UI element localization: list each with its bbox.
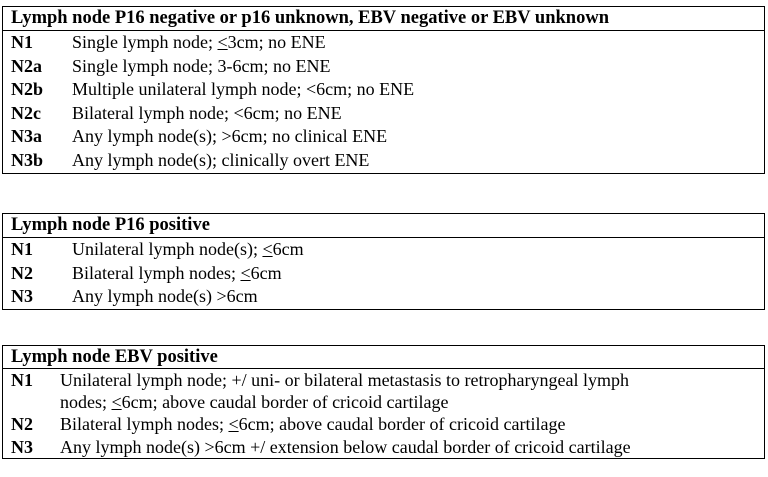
table-row (3, 413, 764, 435)
stage-description: Bilateral lymph node; <6cm; no ENE (72, 102, 342, 123)
table-title: Lymph node P16 positive (3, 214, 764, 238)
table-ebv-positive (2, 345, 765, 459)
stage-code: N3 (11, 286, 33, 307)
stage-description: Unilateral lymph node; +/ uni- or bilateral metastasis to retropharyngeal lymph nodes; <6cm; above caudal border of cricoid cartilage (60, 370, 629, 413)
table-row (3, 102, 764, 126)
table-row (3, 78, 764, 102)
stage-code: N3 (11, 436, 33, 457)
stage-code: N2 (11, 414, 33, 435)
table-p16-negative (2, 6, 765, 174)
stage-description: Any lymph node(s); >6cm; no clinical ENE (72, 126, 388, 147)
stage-code: N1 (11, 239, 33, 259)
table-row (3, 285, 764, 309)
stage-code: N1 (11, 370, 33, 390)
stage-description: Unilateral lymph node(s); <6cm (72, 239, 304, 259)
stage-code: N2c (11, 102, 41, 123)
table-title: Lymph node P16 negative or p16 unknown, EBV negative or EBV unknown (3, 7, 764, 31)
stage-description: Multiple unilateral lymph node; <6cm; no ENE (72, 79, 415, 100)
stage-description: Any lymph node(s); clinically overt ENE (72, 149, 370, 170)
stage-code: N2 (11, 262, 33, 283)
table-row (3, 262, 764, 286)
table-row (3, 436, 764, 458)
table-row (3, 31, 764, 55)
table-title: Lymph node EBV positive (3, 346, 764, 369)
table-row (3, 149, 764, 173)
stage-code: N2a (11, 55, 42, 76)
stage-code: N1 (11, 32, 33, 52)
table-p16-positive (2, 213, 765, 310)
stage-description: Single lymph node; <3cm; no ENE (72, 32, 326, 52)
stage-code: N3a (11, 126, 42, 147)
stage-code: N3b (11, 149, 44, 170)
stage-description: Single lymph node; 3-6cm; no ENE (72, 55, 331, 76)
stage-description: Any lymph node(s) >6cm (72, 286, 258, 307)
stage-code: N2b (11, 79, 44, 100)
table-row (3, 125, 764, 149)
stage-description: Bilateral lymph nodes; <6cm (72, 262, 282, 283)
table-row (3, 238, 764, 262)
stage-description: Bilateral lymph nodes; <6cm; above caudal border of cricoid cartilage (60, 414, 566, 435)
table-row (3, 369, 764, 413)
stage-description: Any lymph node(s) >6cm +/ extension below caudal border of cricoid cartilage (60, 436, 631, 457)
table-row (3, 55, 764, 79)
